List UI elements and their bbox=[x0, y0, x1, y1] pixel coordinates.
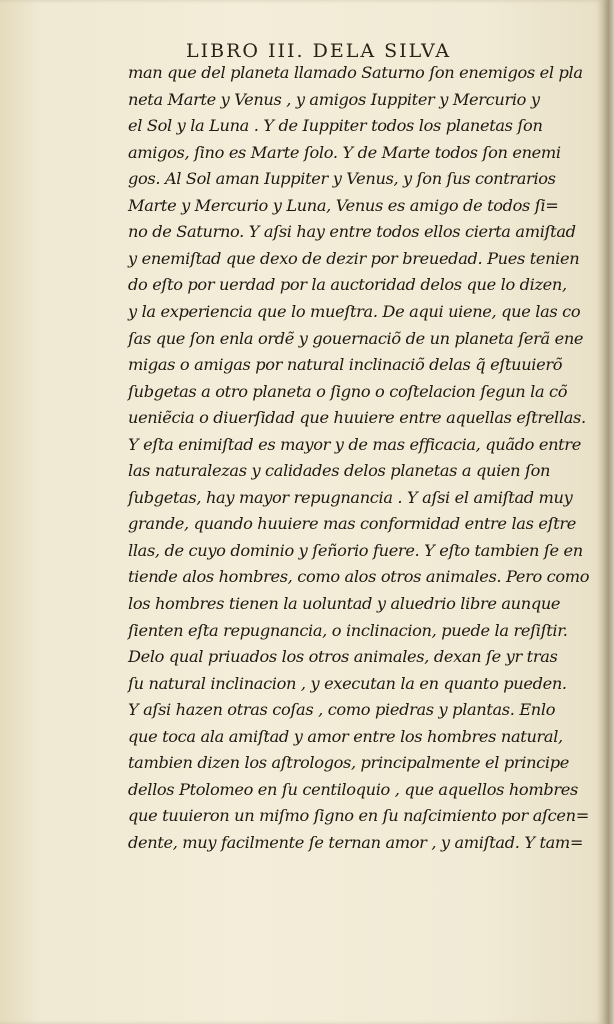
running-head: LIBRO III. DELA SILVA bbox=[186, 40, 452, 62]
text-line: las naturalezas y calidades delos planetas a quien ſon bbox=[128, 461, 551, 481]
text-line: dente, muy facilmente ſe ternan amor , y amiſtad. Y tam= bbox=[128, 832, 584, 852]
text-line: tiende alos hombres, como alos otros animales. Pero como bbox=[128, 567, 590, 587]
text-line: ſubgetas, hay mayor repugnancia . Y aſsi el amiſtad muy bbox=[128, 487, 573, 507]
text-block bbox=[128, 60, 590, 880]
text-line: ſubgetas a otro planeta o ſigno o coſtelacion ſegun la cõ bbox=[128, 381, 568, 401]
text-line: que tuuieron un miſmo ſigno en ſu naſcimiento por aſcen= bbox=[128, 806, 589, 826]
text-line: y enemiſtad que dexo de dezir por breuedad. Pues tenien bbox=[128, 248, 580, 268]
page-edge bbox=[603, 0, 614, 1024]
text-line: gos. Al Sol aman Iuppiter y Venus, y ſon ſus contrarios bbox=[128, 169, 556, 189]
text-line: ſu natural inclinacion , y executan la en quanto pueden. bbox=[128, 673, 567, 693]
text-line: Marte y Mercurio y Luna, Venus es amigo de todos ſi= bbox=[128, 195, 559, 215]
text-line: migas o amigas por natural inclinaciõ delas q̃ eſtuuierõ bbox=[128, 355, 563, 375]
text-line: Delo qual priuados los otros animales, dexan ſe yr tras bbox=[128, 647, 558, 667]
text-line: tambien dizen los aſtrologos, principalmente el principe bbox=[128, 753, 569, 773]
text-line: ueniẽcia o diuerſidad que huuiere entre aquellas eſtrellas. bbox=[128, 408, 586, 428]
text-line: do eſto por uerdad por la auctoridad delos que lo dizen, bbox=[128, 275, 567, 295]
text-line: ſienten eſta repugnancia, o inclinacion, puede la reſiſtir. bbox=[128, 620, 568, 640]
text-line: amigos, ſino es Marte ſolo. Y de Marte todos ſon enemi bbox=[128, 142, 561, 162]
text-line: llas, de cuyo dominio y ſeñorio fuere. Y eſto tambien ſe en bbox=[128, 540, 583, 560]
text-line: los hombres tienen la uoluntad y aluedrio libre aunque bbox=[128, 594, 561, 613]
text-line: y la experiencia que lo mueſtra. De aqui uiene, que las co bbox=[128, 301, 581, 321]
page-gutter-shadow bbox=[0, 0, 40, 1024]
text-line: Y aſsi hazen otras coſas , como piedras y plantas. Enlo bbox=[128, 700, 556, 720]
text-line: dellos Ptolomeo en ſu centiloquio , que aquellos hombres bbox=[128, 779, 578, 799]
text-line: neta Marte y Venus , y amigos Iuppiter y Mercurio y bbox=[128, 89, 540, 109]
text-line: man que del planeta llamado Saturno ſon enemigos el pla bbox=[128, 63, 583, 82]
text-line: no de Saturno. Y aſsi hay entre todos ellos cierta amiſtad bbox=[128, 222, 576, 242]
text-line: ſas que ſon enla ordẽ y gouernaciõ de un planeta ſerã ene bbox=[128, 328, 584, 348]
text-line: el Sol y la Luna . Y de Iuppiter todos los planetas ſon bbox=[128, 116, 543, 136]
text-line: que toca ala amiſtad y amor entre los hombres natural, bbox=[128, 726, 563, 746]
text-line: Y eſta enimiſtad es mayor y de mas efficacia, quãdo entre bbox=[128, 434, 581, 454]
text-line: grande, quando huuiere mas conformidad entre las eſtre bbox=[128, 514, 576, 534]
